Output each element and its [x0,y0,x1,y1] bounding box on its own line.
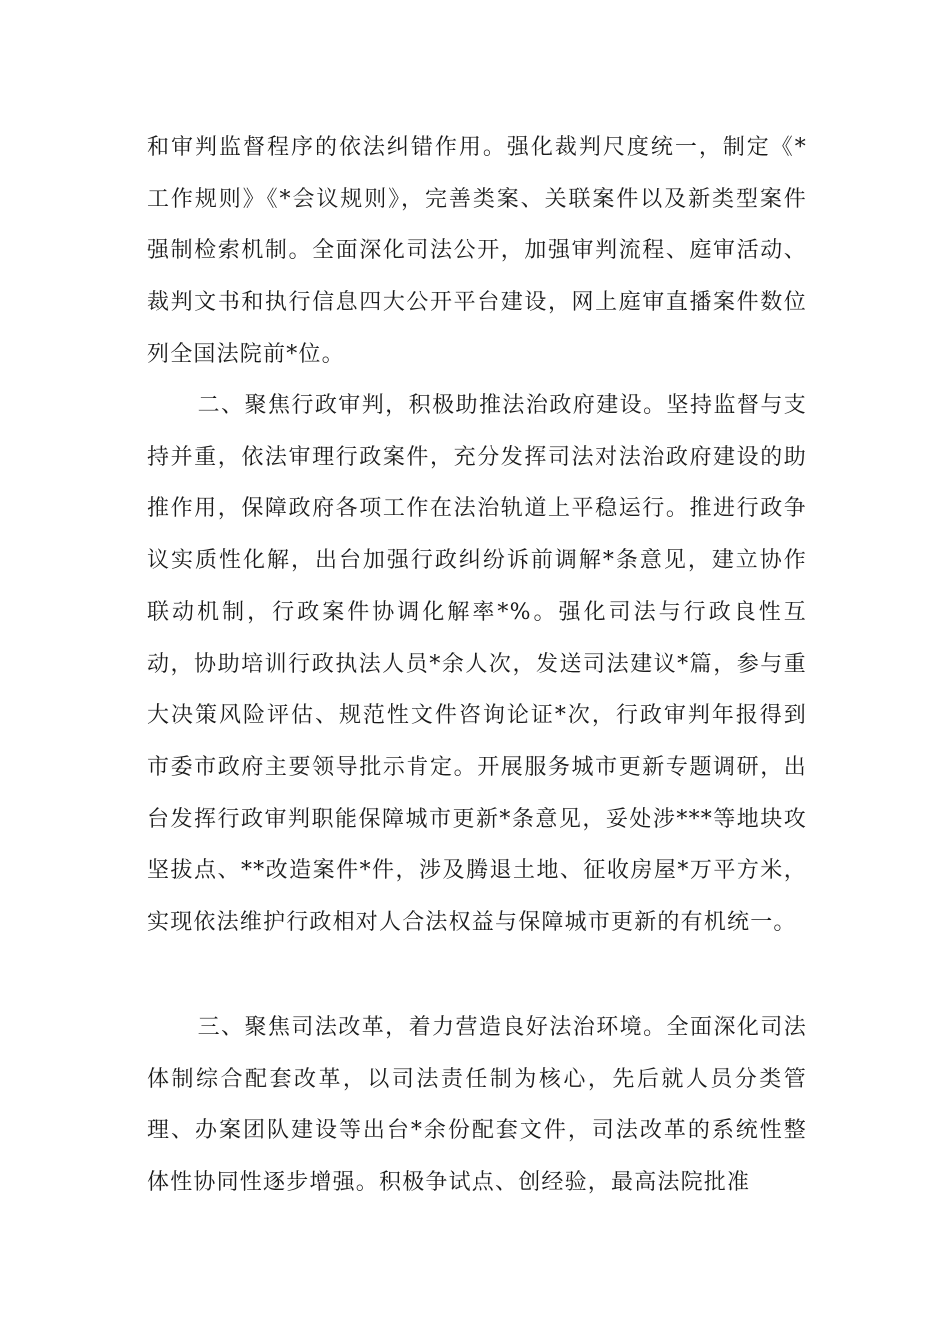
paragraph-administrative-trial: 二、聚焦行政审判，积极助推法治政府建设。坚持监督与支持并重，依法审理行政案件，充分发挥司法对法治政府建设的助推作用，保障政府各项工作在法治轨道上平稳运行。推进行政争议实质性化解，出台加强行政纠纷诉前调解*条意见，建立协作联动机制，行政案件协调化解率*%。强化司法与行政良性互动，协助培训行政执法人员*余人次，发送司法建议*篇，参与重大决策风险评估、规范性文件咨询论证*次，行政审判年报得到市委市政府主要领导批示肯定。开展服务城市更新专题调研，出台发挥行政审判职能保障城市更新*条意见，妥处涉***等地块攻坚拔点、**改造案件*件，涉及腾退土地、征收房屋*万平方米，实现依法维护行政相对人合法权益与保障城市更新的有机统一。 [147,393,807,936]
paragraph-continuation: 和审判监督程序的依法纠错作用。强化裁判尺度统一，制定《*工作规则》《*会议规则》，完善类案、关联案件以及新类型案件强制检索机制。全面深化司法公开，加强审判流程、庭审活动、裁判文书和执行信息四大公开平台建设，网上庭审直播案件数位列全国法院前*位。 [147,135,807,367]
paragraph-judicial-reform: 三、聚焦司法改革，着力营造良好法治环境。全面深化司法体制综合配套改革，以司法责任制为核心，先后就人员分类管理、办案团队建设等出台*余份配套文件，司法改革的系统性整体性协同性逐步增强。积极争试点、创经验，最高法院批准 [147,1015,807,1196]
